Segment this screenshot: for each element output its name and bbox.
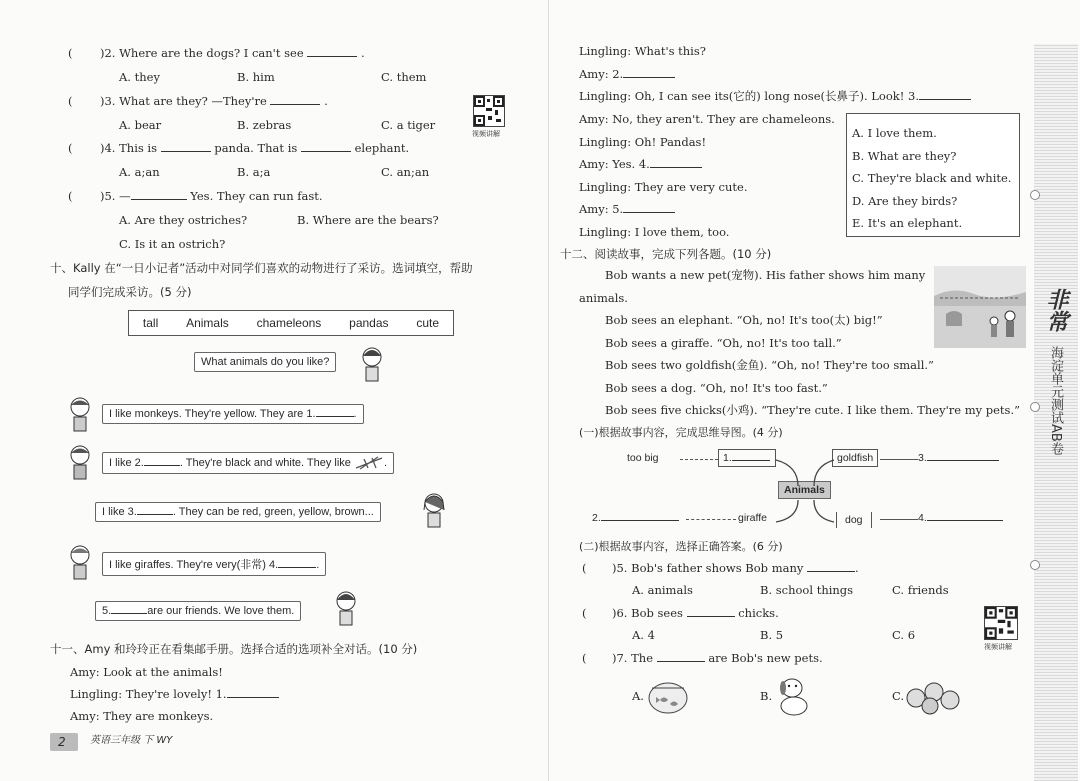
q2-end: . — [360, 46, 365, 60]
page-fold — [548, 0, 549, 781]
q4-end: elephant. — [354, 141, 410, 155]
r-q6-option-b[interactable]: B. 5 — [760, 628, 784, 642]
section-10-title-cont: 同学们完成采访。(5 分) — [68, 285, 192, 299]
choice-d: D. Are they birds? — [852, 193, 958, 208]
bubble-1-text: I like monkeys. They're yellow. They are 1. — [109, 408, 316, 420]
q4-blank-2[interactable] — [301, 151, 351, 152]
story-line-3: Bob sees a giraffe. “Oh, no! It's too tall.” — [605, 336, 842, 350]
dialog-line-9-text: Amy: Yes. 4. — [579, 157, 650, 171]
r-q5-blank[interactable] — [807, 571, 855, 572]
q4-blank-1[interactable] — [161, 151, 211, 152]
r-q5-end: . — [855, 561, 859, 575]
bubble-3-text-a: I like 3. — [102, 506, 137, 518]
map-center-animals: Animals — [778, 481, 831, 499]
girl-3-icon — [332, 590, 360, 630]
r-q5-paren: ( — [582, 561, 587, 575]
dialog-blank-5[interactable] — [623, 212, 675, 213]
bubble-3-text-b: They can be red, green, yellow, brown... — [178, 506, 374, 518]
map-node-3[interactable] — [918, 452, 999, 464]
dialog-blank-1[interactable] — [227, 697, 279, 698]
map-node-too-big: too big — [627, 452, 659, 464]
r-q5-option-a[interactable]: A. animals — [632, 583, 693, 597]
q2-stem — [100, 48, 365, 60]
choice-c: C. They're black and white. — [852, 171, 1012, 186]
q5-blank[interactable] — [131, 199, 187, 200]
spine-dot — [1030, 190, 1040, 200]
word-bank-word: tall — [142, 316, 159, 330]
reporter-question-bubble: What animals do you like? — [194, 352, 336, 372]
q3-option-b[interactable]: B. zebras — [237, 118, 292, 132]
word-bank-box — [128, 310, 454, 336]
map-node-1-label: 1. — [723, 452, 732, 464]
q4-paren: ( — [68, 141, 73, 155]
dialog-line-5 — [579, 69, 675, 81]
r-q5-option-c[interactable]: C. friends — [892, 583, 949, 597]
choice-b: B. What are they? — [852, 148, 957, 163]
r-q6-option-a[interactable]: A. 4 — [632, 628, 655, 642]
q4-mid: panda. That is — [214, 141, 298, 155]
dialog-blank-2[interactable] — [623, 77, 675, 78]
map-node-2[interactable] — [592, 512, 679, 524]
map-connector — [680, 459, 718, 460]
bubble-2-text-a: I like 2. — [109, 456, 144, 469]
q4-option-b[interactable]: B. a;a — [237, 165, 271, 179]
map-node-1[interactable] — [718, 449, 776, 467]
section-11-title: 十一、Amy 和玲玲正在看集邮手册。选择合适的选项补全对话。(10 分) — [50, 642, 418, 656]
dialog-line-6 — [579, 91, 971, 103]
map-node-4[interactable] — [918, 512, 1003, 524]
map-node-3-label: 3. — [918, 452, 927, 464]
word-bank-word: Animals — [186, 316, 229, 330]
q5-after: Yes. They can run fast. — [190, 189, 323, 203]
dialog-line-3: Amy: They are monkeys. — [70, 709, 214, 723]
map-connector — [880, 459, 918, 460]
map-node-giraffe: giraffe — [738, 512, 767, 524]
dialog-line-11 — [579, 204, 675, 216]
r-q7-stem — [612, 653, 823, 665]
fishbowl-icon — [646, 676, 690, 716]
part-1-title: (一)根据故事内容，完成思维导图。(4 分) — [579, 426, 783, 439]
map-node-goldfish: goldfish — [832, 449, 878, 467]
dialog-line-11-text: Amy: 5. — [579, 202, 624, 216]
part-2-title: (二)根据故事内容，选择正确答案。(6 分) — [579, 540, 783, 553]
boy-2-icon — [66, 444, 94, 482]
answer-bubble-4: I like giraffes. They're very(非常) 4. . — [102, 552, 326, 576]
bubble-2-text-b: They're black and white. They like — [185, 456, 351, 469]
dialog-line-2 — [70, 689, 279, 701]
r-q6-stem — [612, 608, 779, 620]
map-branches — [776, 458, 836, 528]
qr-code-icon[interactable] — [473, 95, 505, 127]
q2-option-b[interactable]: B. him — [237, 70, 275, 84]
spine-dot — [1030, 560, 1040, 570]
chicks-icon — [904, 676, 962, 716]
qr-caption-right: 视频讲解 — [984, 643, 1012, 651]
r-q7-option-b[interactable]: B. — [760, 689, 773, 703]
map-connector — [686, 519, 736, 520]
q3-blank[interactable] — [270, 104, 320, 105]
r-q5-option-b[interactable]: B. school things — [760, 583, 854, 597]
section-10-title: 十、Kally 在“一日小记者”活动中对同学们喜欢的动物进行了采访。选词填空，帮助 — [50, 261, 473, 275]
r-q7-paren: ( — [582, 651, 587, 665]
qr-code-icon[interactable] — [984, 606, 1018, 640]
r-q7-blank[interactable] — [657, 661, 705, 662]
dialog-line-12: Lingling: I love them, too. — [579, 225, 730, 239]
bamboo-icon — [354, 456, 384, 470]
word-bank-word: pandas — [349, 316, 389, 330]
map-node-4-label: 4. — [918, 512, 927, 524]
story-line-4: Bob sees two goldfish(金鱼). “Oh, no! They're too small.” — [605, 358, 934, 372]
story-line-1b: animals. — [579, 291, 628, 305]
story-line-2: Bob sees an elephant. “Oh, no! It's too(太) big!” — [605, 313, 883, 327]
q5-stem — [100, 191, 323, 203]
q2-option-a[interactable]: A. they — [119, 70, 160, 84]
dialog-blank-3[interactable] — [919, 99, 971, 100]
spine-series: 海淀单元测试AB卷 — [1048, 346, 1063, 455]
r-q6-option-c[interactable]: C. 6 — [892, 628, 916, 642]
r-q7-option-a[interactable]: A. — [632, 689, 644, 703]
q5-option-c[interactable]: C. Is it an ostrich? — [119, 237, 226, 251]
map-blank-3[interactable] — [927, 460, 999, 461]
dialog-line-7: Amy: No, they aren't. They are chameleons. — [579, 112, 835, 126]
word-bank-word: cute — [416, 316, 440, 330]
answer-bubble-3: I like 3. . They can be red, green, yellow, brown... — [95, 502, 381, 522]
q5-option-a[interactable]: A. Are they ostriches? — [119, 213, 248, 227]
dialog-line-2-text: Lingling: They're lovely! 1. — [70, 687, 227, 701]
r-q6-blank[interactable] — [687, 616, 735, 617]
dialog-line-9 — [579, 159, 702, 171]
r-q7-end: are Bob's new pets. — [708, 651, 823, 665]
blank-4[interactable] — [278, 567, 316, 568]
q2-option-c[interactable]: C. them — [381, 70, 427, 84]
blank-1[interactable] — [316, 416, 354, 417]
q3-stem — [100, 96, 328, 108]
map-blank-4[interactable] — [927, 520, 1003, 521]
story-line-6: Bob sees five chicks(小鸡). “They're cute. I like them. They're my pets.” — [605, 403, 1020, 417]
q3-paren: ( — [68, 94, 73, 108]
q3-option-a[interactable]: A. bear — [119, 118, 162, 132]
blank-5[interactable] — [111, 613, 147, 614]
q3-end: . — [324, 94, 328, 108]
r-q6-text: )6. Bob sees — [612, 606, 683, 620]
dialog-line-10: Lingling: They are very cute. — [579, 180, 748, 194]
spine-brand: 非常 — [1043, 288, 1068, 332]
girl-reporter-icon — [358, 346, 386, 386]
dog-icon — [772, 674, 814, 718]
bubble-5-text-a: 5. — [102, 605, 112, 617]
word-bank-word: chameleons — [256, 316, 322, 330]
r-q5-text: )5. Bob's father shows Bob many — [612, 561, 804, 575]
q4-text: )4. This is — [100, 141, 158, 155]
map-node-2-label: 2. — [592, 512, 601, 524]
blank-2[interactable] — [144, 465, 180, 466]
dialog-line-1: Amy: Look at the animals! — [70, 665, 223, 679]
q4-option-c[interactable]: C. an;an — [381, 165, 430, 179]
girl-2-icon — [420, 492, 448, 530]
q4-option-a[interactable]: A. a;an — [119, 165, 160, 179]
choice-e: E. It's an elephant. — [852, 216, 963, 231]
dialog-line-4: Lingling: What's this? — [579, 44, 706, 58]
r-q6-end: chicks. — [738, 606, 779, 620]
r-q6-paren: ( — [582, 606, 587, 620]
page-number: 2 — [58, 735, 66, 749]
footer-text: 英语三年级 下 WY — [90, 735, 173, 746]
dialog-line-5-text: Amy: 2. — [579, 67, 624, 81]
q3-option-c[interactable]: C. a tiger — [381, 118, 436, 132]
boy-3-icon — [66, 544, 94, 582]
answer-bubble-2: I like 2. . They're black and white. They like . — [102, 452, 394, 474]
q5-paren: ( — [68, 189, 73, 203]
answer-bubble-1: I like monkeys. They're yellow. They are 1. . — [102, 404, 364, 424]
dialog-line-8: Lingling: Oh! Pandas! — [579, 135, 707, 149]
boy-1-icon — [66, 396, 94, 434]
qr-caption-left: 视频讲解 — [472, 130, 500, 138]
r-q7-text: )7. The — [612, 651, 653, 665]
q2-text: )2. Where are the dogs? I can't see — [100, 46, 304, 60]
q3-text: )3. What are they? —They're — [100, 94, 267, 108]
map-connector — [880, 519, 918, 520]
q2-paren: ( — [68, 46, 73, 60]
q5-text: )5. — — [100, 189, 131, 203]
map-blank-1[interactable] — [732, 460, 770, 461]
spine-dot — [1030, 402, 1040, 412]
section-12-title: 十二、阅读故事，完成下列各题。(10 分) — [560, 247, 772, 261]
dialog-line-6-text: Lingling: Oh, I can see its(它的) long nose(长鼻子). Look! 3. — [579, 89, 919, 103]
q4-stem — [100, 143, 409, 155]
choice-a: A. I love them. — [852, 126, 937, 140]
blank-3[interactable] — [137, 514, 173, 515]
dialog-blank-4[interactable] — [650, 167, 702, 168]
answer-bubble-5 — [95, 601, 301, 621]
r-q5-stem — [612, 563, 859, 575]
q2-blank[interactable] — [307, 56, 357, 57]
bubble-5-text-b: are our friends. We love them. — [147, 605, 295, 617]
map-blank-2[interactable] — [601, 520, 679, 521]
story-line-1: Bob wants a new pet(宠物). His father shows him many — [605, 268, 926, 282]
zoo-scene-icon — [934, 266, 1026, 348]
story-line-5: Bob sees a dog. “Oh, no! It's too fast.” — [605, 381, 828, 395]
bubble-4-text: I like giraffes. They're very(非常) 4. — [109, 559, 279, 571]
r-q7-option-c[interactable]: C. — [892, 689, 905, 703]
map-node-dog: dog — [836, 512, 872, 528]
choice-box — [846, 113, 1020, 237]
q5-option-b[interactable]: B. Where are the bears? — [297, 213, 439, 227]
